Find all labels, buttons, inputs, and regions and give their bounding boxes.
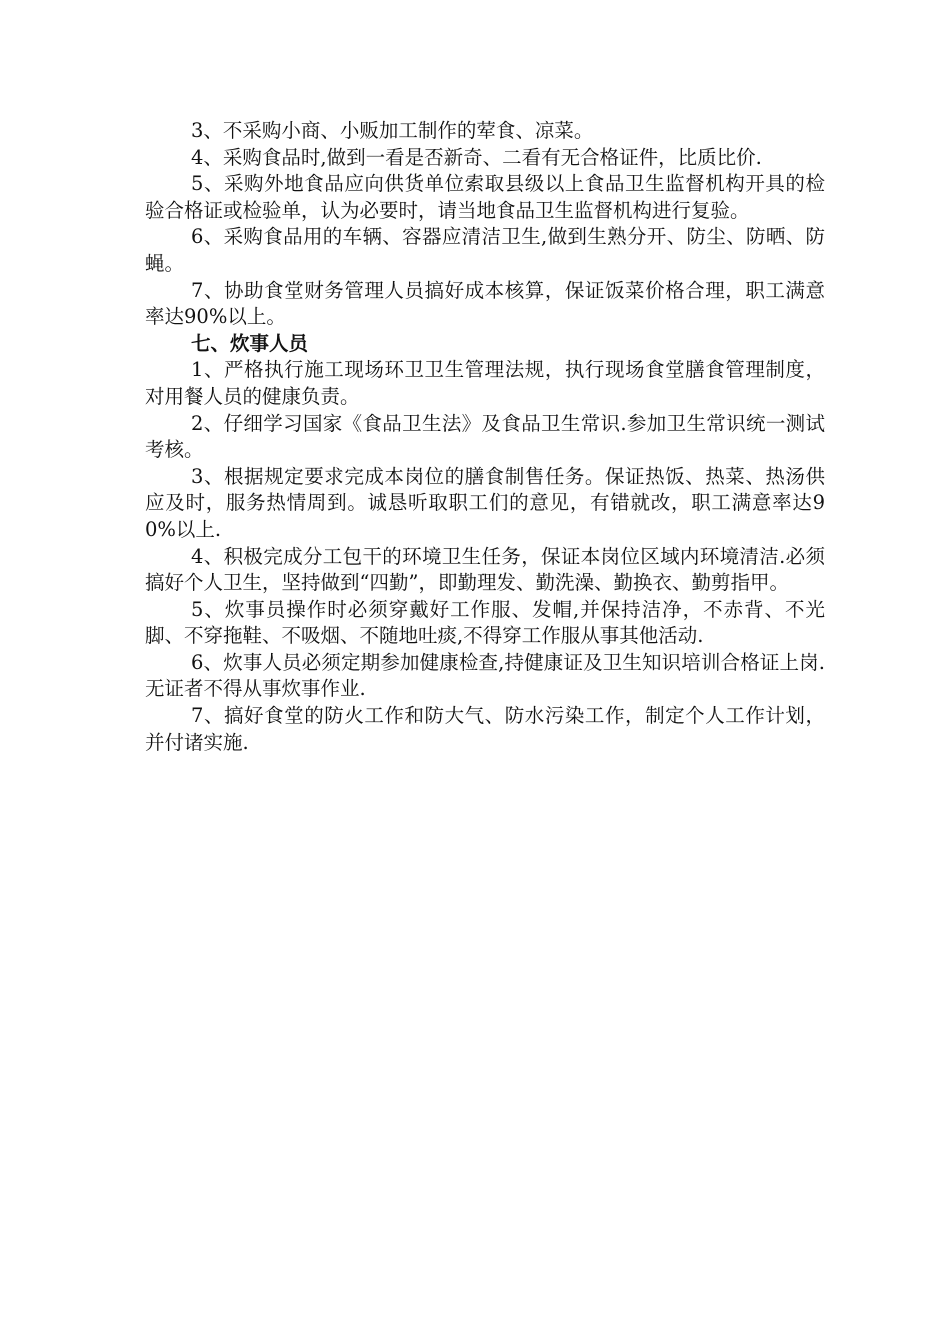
cook-rule-7: 7、搞好食堂的防火工作和防大气、防水污染工作，制定个人工作计划，并付诸实施. (145, 704, 825, 754)
document-page (145, 118, 825, 756)
cook-rule-5: 5、炊事员操作时必须穿戴好工作服、发帽,并保持洁净，不赤背、不光脚、不穿拖鞋、不吸烟、不随地吐痰,不得穿工作服从事其他活动. (145, 597, 825, 648)
purchase-rule-6: 6、采购食品用的车辆、容器应清洁卫生,做到生熟分开、防尘、防晒、防蝇。 (145, 225, 825, 275)
purchase-rule-5: 5、采购外地食品应向供货单位索取县级以上食品卫生监督机构开具的检验合格证或检验单，认为必要时，请当地食品卫生监督机构进行复验。 (145, 172, 825, 222)
purchase-rule-4: 4、采购食品时,做到一看是否新奇、二看有无合格证件，比质比价. (191, 145, 762, 169)
purchase-rule-3: 3、不采购小商、小贩加工制作的荤食、凉菜。 (191, 119, 594, 142)
cook-rule-6: 6、炊事人员必须定期参加健康检查,持健康证及卫生知识培训合格证上岗.无证者不得从事炊事作业. (145, 650, 825, 701)
section-heading-cooks: 七、炊事人员 (191, 331, 309, 355)
cook-rule-1: 1、严格执行施工现场环卫卫生管理法规，执行现场食堂膳食管理制度，对用餐人员的健康负责。 (145, 358, 825, 408)
purchase-rule-7: 7、协助食堂财务管理人员搞好成本核算，保证饭菜价格合理，职工满意率达90%以上。 (145, 278, 825, 329)
cook-rule-4: 4、积极完成分工包干的环境卫生任务，保证本岗位区域内环境清洁.必须搞好个人卫生，坚持做到“四勤”，即勤理发、勤洗澡、勤换衣、勤剪指甲。 (145, 544, 825, 595)
cook-rule-3: 3、根据规定要求完成本岗位的膳食制售任务。保证热饭、热菜、热汤供应及时，服务热情周到。诚恳听取职工们的意见，有错就改，职工满意率达90%以上. (145, 464, 825, 541)
cook-rule-2: 2、仔细学习国家《食品卫生法》及食品卫生常识.参加卫生常识统一测试考核。 (145, 411, 825, 462)
